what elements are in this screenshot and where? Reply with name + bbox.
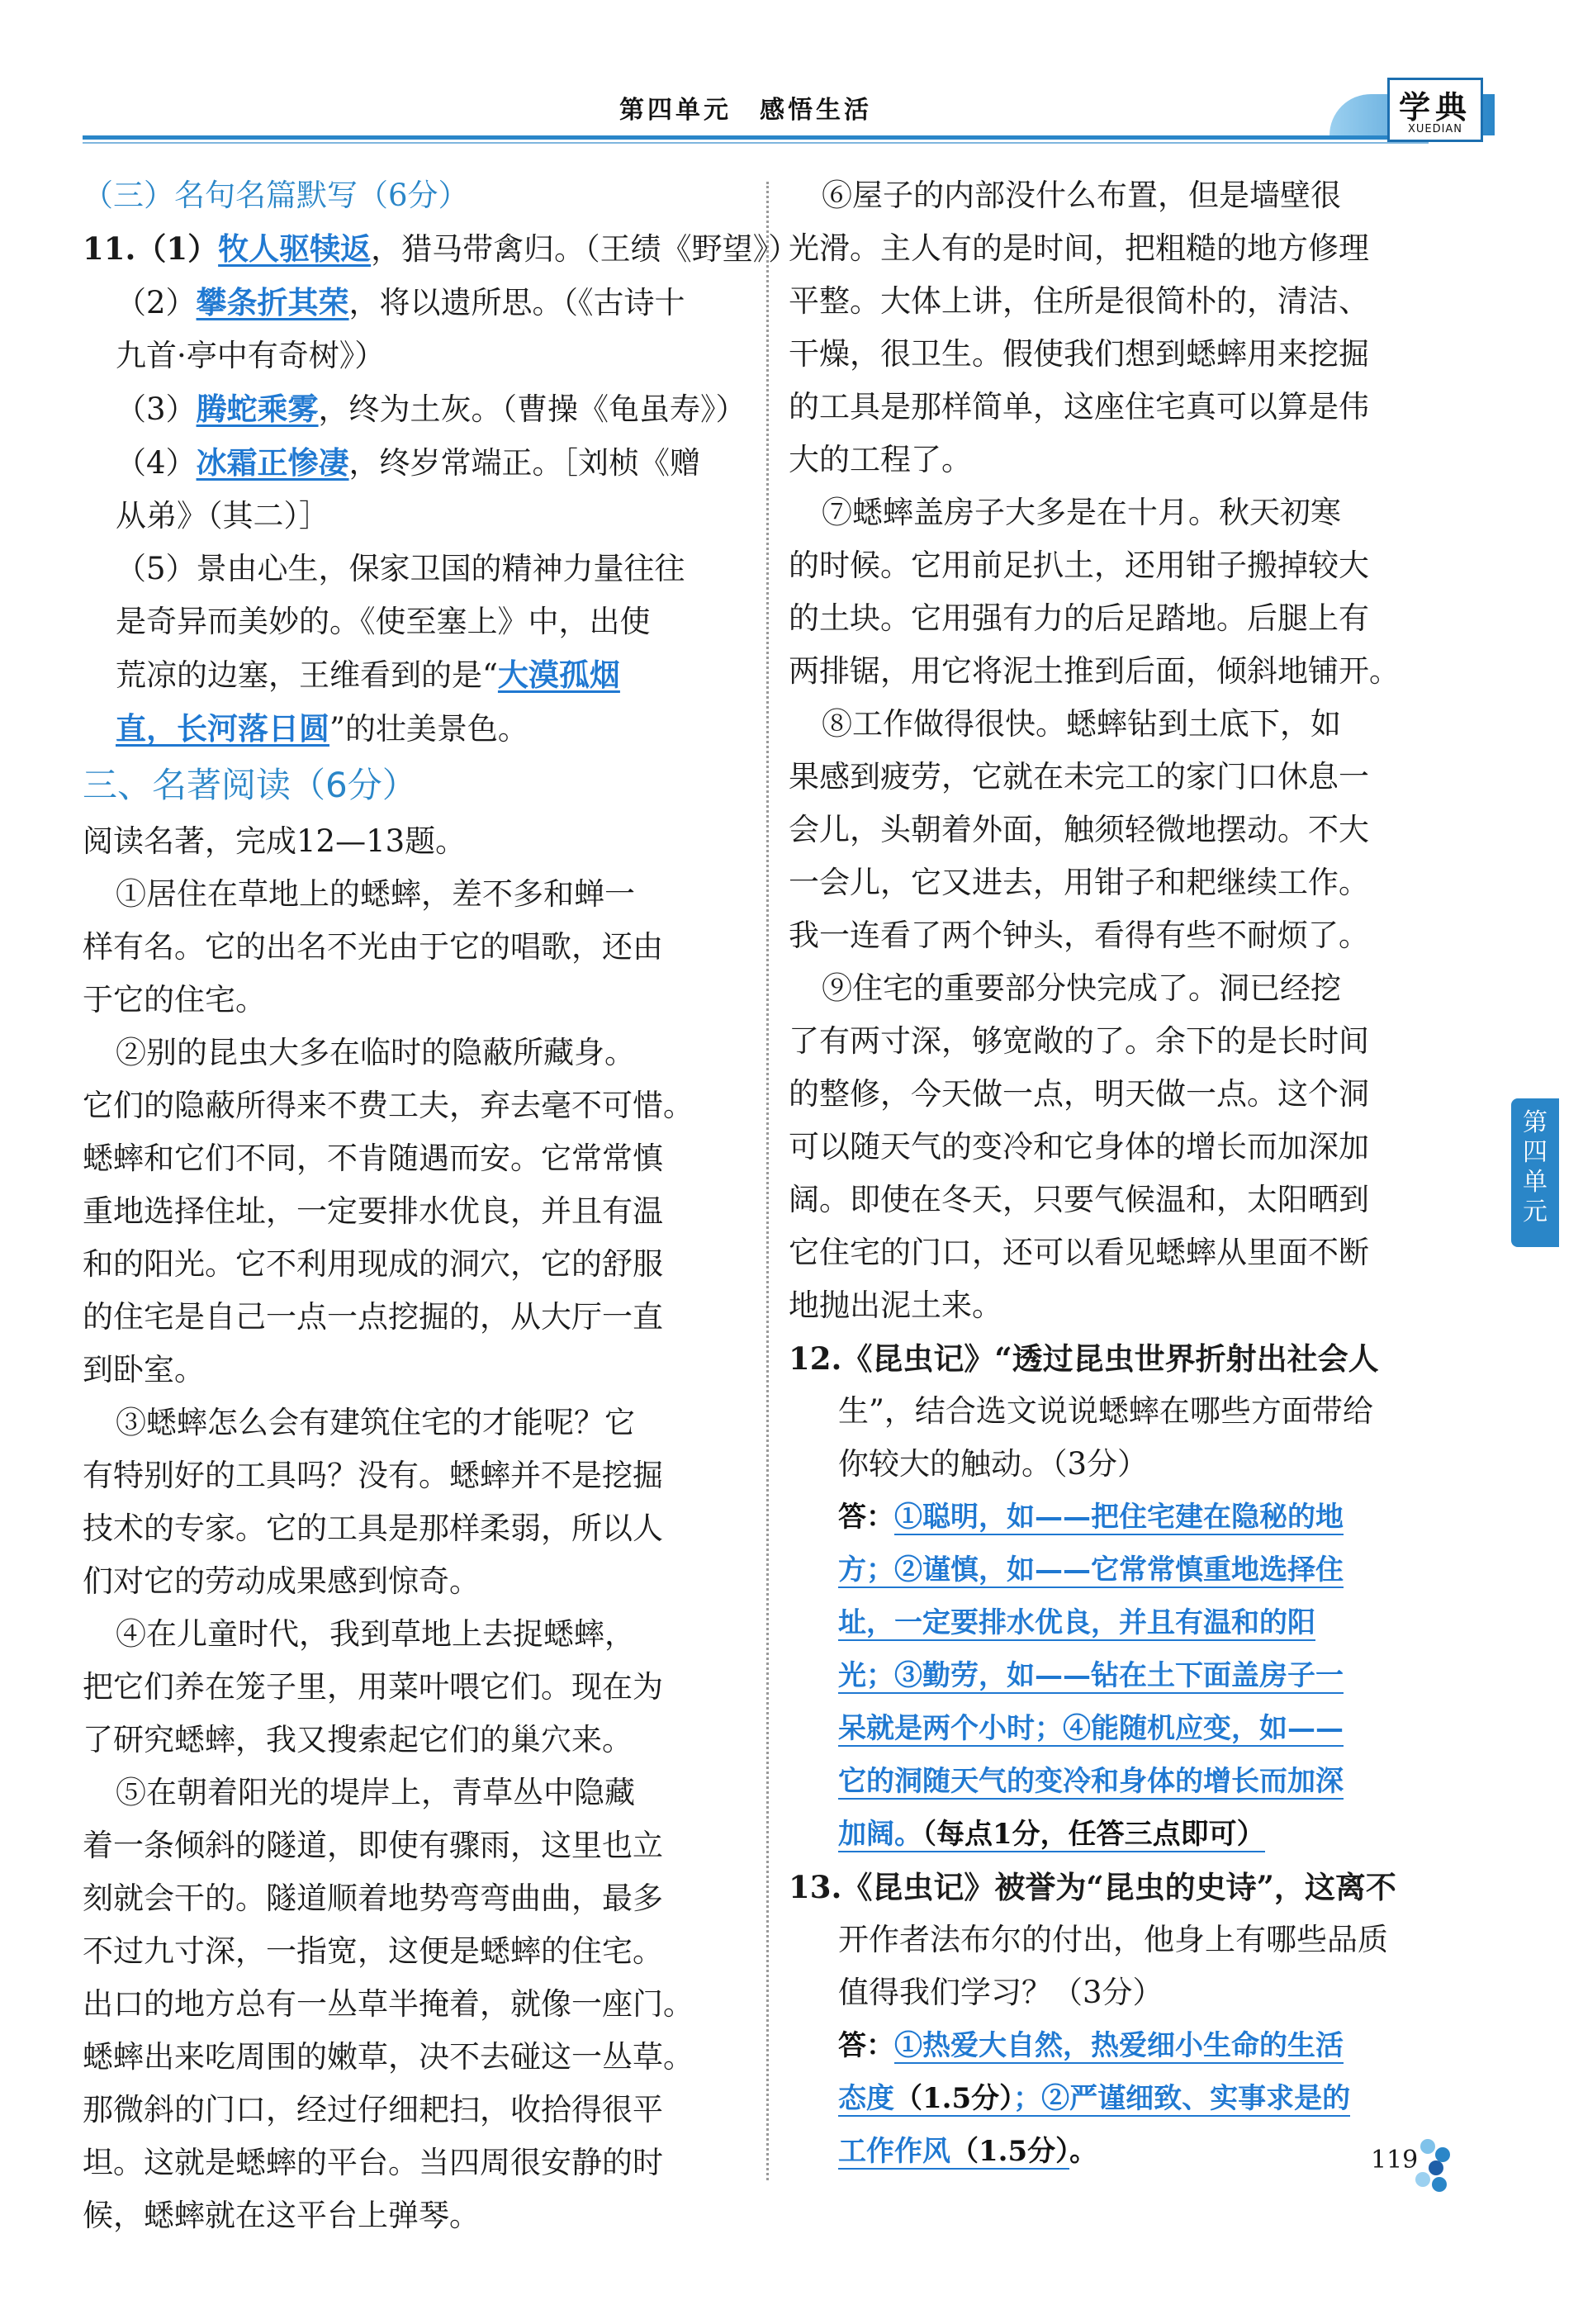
q12-scoring-note: （每点1分，任答三点即可）: [922, 1818, 1265, 1851]
passage-line: 会儿，头朝着外面，触须轻微地摆动。不大: [789, 812, 1369, 847]
passage-line: 技术的专家。它的工具是那样柔弱，所以人: [83, 1511, 663, 1546]
passage-line: 出口的地方总有一丛草半掩着，就像一座门。: [83, 1986, 694, 2022]
passage-line: 的住宅是自己一点一点挖掘的，从大厅一直: [83, 1299, 663, 1335]
passage-line: 地抛出泥土来。: [789, 1288, 1002, 1323]
q12-answer-text: ①聪明，如——把住宅建在隐秘的地: [894, 1501, 1344, 1534]
q11-p5-text: 荒凉的边塞，王维看到的是“: [116, 657, 498, 693]
unit-side-tab: [1511, 1098, 1559, 1247]
logo-sub-text: XUEDIAN: [1407, 123, 1463, 135]
header-rule: [83, 135, 1429, 140]
q11-prefix-4: （4）: [116, 445, 197, 481]
passage-line: ①居住在草地上的蟋蟀，差不多和蝉一: [116, 876, 635, 912]
passage-line: 干燥，很卫生。假使我们想到蟋蟀用来挖掘: [789, 336, 1369, 372]
passage-line: 大的工程了。: [789, 442, 972, 477]
q12-answer-line1: [789, 1491, 1449, 1544]
q12-answer-text: 加阔。: [838, 1818, 922, 1851]
q12-answer-line4: [789, 1649, 1449, 1702]
passage-line: ⑦蟋蟀盖房子大多是在十月。秋天初寒: [822, 495, 1341, 530]
passage-line: ④在儿童时代，我到草地上去捉蟋蟀，: [116, 1616, 635, 1652]
passage-line: 蟋蟀和它们不同，不肯随遇而安。它常常慎: [83, 1141, 663, 1176]
q12-line1: 12.《昆虫记》“透过昆虫世界折射出社会人: [789, 1340, 1379, 1377]
q11-number: 11.（1）: [83, 230, 219, 267]
passage-line: 果感到疲劳，它就在未完工的家门口休息一: [789, 759, 1369, 794]
passage-line: 把它们养在笼子里，用菜叶喂它们。现在为: [83, 1669, 663, 1705]
passage-line: 不过九寸深，一指宽，这便是蟋蟀的住宅。: [83, 1933, 663, 1969]
left-passage: [83, 868, 747, 2242]
q11-answer-1: 牧人驱犊返: [218, 230, 372, 267]
q11-part1: [83, 222, 799, 276]
q13-answer-text: ①热爱大自然，热爱细小生命的生活: [894, 2029, 1344, 2062]
q12-answer-line2: [789, 1544, 1449, 1596]
right-passage: [789, 169, 1449, 1332]
question-13: [789, 1861, 1449, 2178]
q11-answer-3: 腾蛇乘雾: [196, 391, 319, 427]
q11-part5-line1: （5）景由心生，保家卫国的精神力量往往: [116, 551, 685, 586]
passage-line: 一会儿，它又进去，用钳子和耙继续工作。: [789, 865, 1369, 900]
passage-line: 的时候。它用前足扒土，还用钳子搬掉较大: [789, 548, 1369, 583]
passage-line: 了有两寸深，够宽敞的了。余下的是长时间: [789, 1023, 1369, 1059]
q11-part4: [83, 436, 747, 490]
q13-line1: 13.《昆虫记》被誉为“昆虫的史诗”，这离不: [789, 1869, 1396, 1905]
q12-answer-line6: [789, 1755, 1449, 1808]
q11-part5-line2: 是奇异而美妙的。《使至塞上》中，出使: [116, 604, 651, 639]
q12-answer-line7: [789, 1808, 1449, 1861]
passage-line: 它们的隐蔽所得来不费工夫，弃去毫不可惜。: [83, 1088, 694, 1123]
passage-line: ②别的昆虫大多在临时的隐蔽所藏身。: [116, 1035, 635, 1070]
passage-line: 样有名。它的出名不光由于它的唱歌，还由: [83, 929, 663, 965]
decorative-dots: [1404, 2139, 1453, 2197]
passage-line: ⑥屋子的内部没什么布置，但是墙壁很: [822, 178, 1341, 213]
dot: [1432, 2177, 1447, 2192]
q11-rest-2: ，将以遗所思。（《古诗十: [348, 285, 685, 320]
side-tab-char: 单: [1523, 1168, 1547, 1197]
dot: [1420, 2139, 1435, 2154]
passage-line: 和的阳光。它不利用现成的洞穴，它的舒服: [83, 1246, 663, 1282]
answer-label: 答：: [838, 2029, 894, 2062]
passage-line: 阔。即使在冬天，只要气候温和，太阳晒到: [789, 1182, 1369, 1217]
q12-answer-text: 呆就是两个小时；④能随机应变，如——: [838, 1712, 1344, 1745]
q13-line3: 值得我们学习？（3分）: [838, 1975, 1164, 2010]
passage-line: 重地选择住址，一定要排水优良，并且有温: [83, 1193, 663, 1229]
passage-line: 有特别好的工具吗？没有。蟋蟀并不是挖掘: [83, 1458, 663, 1493]
q13-answer-text: 态度: [838, 2082, 894, 2115]
q11-part3: [83, 382, 747, 436]
q13-answer-line2: [789, 2072, 1449, 2125]
q11-prefix-3: （3）: [116, 391, 197, 427]
header-rule-thin: [83, 142, 1429, 144]
q13-answer-text: 工作作风: [838, 2135, 950, 2168]
q12-answer-text: 它的洞随天气的变冷和身体的增长而加深: [838, 1765, 1344, 1798]
q11-part2-line2: 九首·亭中有奇树》）: [116, 338, 386, 373]
page-header: [83, 88, 1472, 140]
q12-answer-line5: [789, 1702, 1449, 1755]
q11-answer-2: 攀条折其荣: [196, 284, 349, 320]
passage-line: ⑨住宅的重要部分快完成了。洞已经挖: [822, 970, 1341, 1006]
passage-line: 坦。这就是蟋蟀的平台。当四周很安静的时: [83, 2145, 663, 2180]
passage-line: 候，蟋蟀就在这平台上弹琴。: [83, 2198, 480, 2233]
passage-line: 可以随天气的变冷和它身体的增长而加深加: [789, 1129, 1369, 1164]
q11-part5-line4: [83, 702, 747, 756]
q11-part5-line3: [83, 648, 747, 702]
passage-line: 了研究蟋蟀，我又搜索起它们的巢穴来。: [83, 1722, 633, 1757]
q12-line3: 你较大的触动。（3分）: [838, 1446, 1149, 1482]
q13-line2: 开作者法布尔的付出，他身上有哪些品质: [838, 1922, 1388, 1957]
header-title: 第四单元 感悟生活: [619, 96, 872, 125]
passage-line: 到卧室。: [83, 1352, 205, 1387]
dot: [1415, 2172, 1430, 2187]
brand-logo: [1329, 78, 1495, 144]
passage-line: ③蟋蟀怎么会有建筑住宅的才能呢？它: [116, 1405, 635, 1440]
q11-part4-line2: 从弟》（其二）］: [116, 498, 329, 534]
q12-line2: 生”，结合选文说说蟋蟀在哪些方面带给: [838, 1393, 1373, 1429]
side-tab-char: 四: [1523, 1138, 1547, 1167]
passage-line: 着一条倾斜的隧道，即使有骤雨，这里也立: [83, 1828, 663, 1863]
q13-period: 。: [1069, 2135, 1098, 2168]
passage-line: 两排锯，用它将泥土推到后面，倾斜地铺开。: [789, 653, 1400, 689]
answer-label: 答：: [838, 1501, 894, 1534]
passage-line: 于它的住宅。: [83, 982, 266, 1017]
section-heading-3: 三、名著阅读（6分）: [83, 765, 417, 805]
q11-answer-5b: 直，长河落日圆: [116, 710, 329, 747]
column-divider: [766, 182, 769, 2180]
q11-prefix-2: （2）: [116, 285, 197, 320]
q11-rest-3: ，终为土灰。（曹操《龟虽寿》）: [318, 391, 746, 427]
question-12: [789, 1332, 1449, 1861]
passage-line: ⑤在朝着阳光的堤岸上，青草丛中隐藏: [116, 1775, 635, 1810]
q11-part2: [83, 276, 747, 330]
q11-rest-1: ，猎马带禽归。（王绩《野望》）: [371, 231, 799, 267]
q13-answer-text: ；②严谨细致、实事求是的: [1013, 2082, 1351, 2115]
q13-answer-line1: [789, 2019, 1449, 2072]
passage-line: 平整。大体上讲，住所是很简朴的，清洁、: [789, 283, 1369, 319]
logo-main-text: 学典: [1398, 88, 1472, 126]
passage-line: 的土块。它用强有力的后足踏地。后腿上有: [789, 600, 1369, 636]
side-tab-char: 元: [1523, 1198, 1547, 1226]
q13-score: （1.5分）: [950, 2135, 1070, 2168]
side-tab-char: 第: [1523, 1108, 1547, 1137]
q13-answer-line3: [789, 2125, 1449, 2178]
passage-line: ⑧工作做得很快。蟋蟀钻到土底下，如: [822, 706, 1341, 742]
q12-answer-text: 址，一定要排水优良，并且有温和的阳: [838, 1606, 1315, 1639]
passage-line: 们对它的劳动成果感到惊奇。: [83, 1563, 480, 1599]
passage-line: 蟋蟀出来吃周围的嫩草，决不去碰这一丛草。: [83, 2039, 694, 2075]
page-number: 119: [1371, 2146, 1419, 2175]
q11-p5-rest: ”的壮美景色。: [329, 711, 528, 747]
q12-answer-line3: [789, 1596, 1449, 1649]
sub-heading: （三）名句名篇默写（6分）: [83, 178, 469, 213]
passage-line: 我一连看了两个钟头，看得有些不耐烦了。: [789, 918, 1369, 953]
q11-answer-5a: 大漠孤烟: [497, 657, 620, 693]
right-column: [789, 169, 1449, 2178]
reading-intro: 阅读名著，完成12—13题。: [83, 823, 467, 859]
passage-line: 那微斜的门口，经过仔细耙扫，收拾得很平: [83, 2092, 663, 2127]
passage-line: 的整修，今天做一点，明天做一点。这个洞: [789, 1076, 1369, 1112]
q12-answer-text: 方；②谨慎，如——它常常慎重地选择住: [838, 1553, 1344, 1586]
left-column: [83, 169, 799, 2242]
passage-line: 它住宅的门口，还可以看见蟋蟀从里面不断: [789, 1235, 1369, 1270]
logo-box: [1387, 78, 1483, 142]
dot: [1429, 2160, 1443, 2175]
passage-line: 的工具是那样简单，这座住宅真可以算是伟: [789, 389, 1369, 424]
q11-rest-4: ，终岁常端正。［刘桢《赠: [348, 445, 701, 481]
passage-line: 光滑。主人有的是时间，把粗糙的地方修理: [789, 230, 1369, 266]
q11-answer-4: 冰霜正惨凄: [196, 444, 349, 481]
q13-score: （1.5分）: [894, 2082, 1014, 2115]
passage-line: 刻就会干的。隧道顺着地势弯弯曲曲，最多: [83, 1881, 663, 1916]
q12-answer-text: 光；③勤劳，如——钻在土下面盖房子一: [838, 1659, 1344, 1692]
